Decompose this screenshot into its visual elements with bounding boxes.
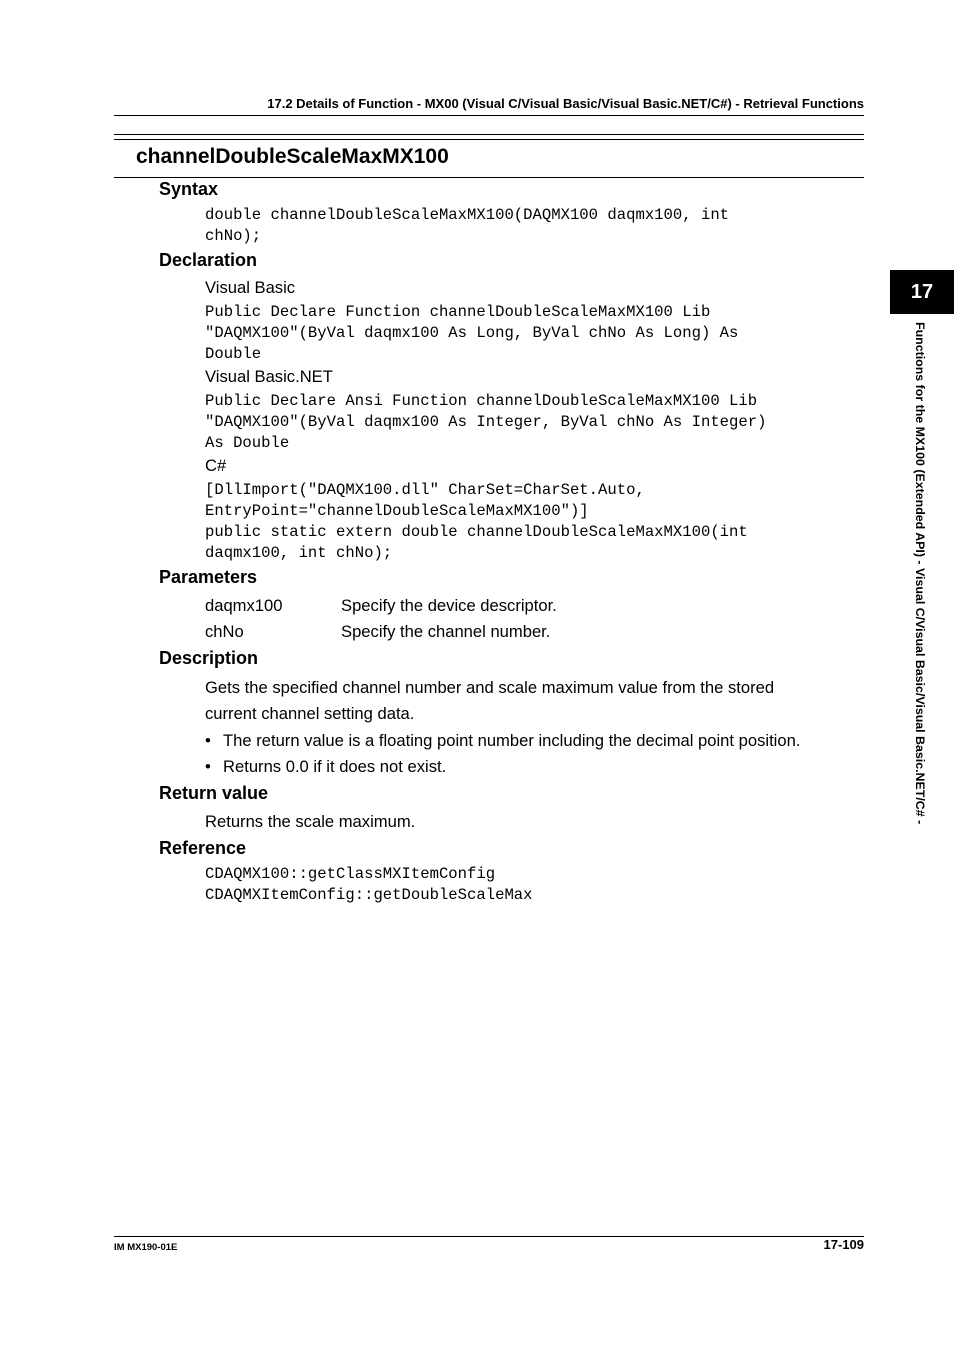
declaration-vbnet-line: "DAQMX100"(ByVal daqmx100 As Integer, ByVal chNo As Integer) — [205, 413, 767, 431]
bullet-marker: • — [205, 757, 211, 776]
section-title-return-value: Return value — [159, 783, 269, 803]
declaration-label-cs: C# — [205, 456, 227, 475]
function-title: channelDoubleScaleMaxMX100 — [136, 145, 449, 168]
description-text: Gets the specified channel number and scale maximum value from the stored — [205, 678, 775, 697]
bullet-marker: • — [205, 731, 211, 750]
parameter-name: daqmx100 — [205, 596, 283, 615]
section-title-description: Description — [159, 648, 259, 668]
section-title-declaration: Declaration — [159, 250, 258, 270]
declaration-label-vb: Visual Basic — [205, 278, 296, 297]
running-header: 17.2 Details of Function - MX00 (Visual C/Visual Basic/Visual Basic.NET/C#) - Retrieval Functions — [267, 96, 864, 111]
declaration-vbnet-line: Public Declare Ansi Function channelDoubleScaleMaxMX100 Lib — [205, 392, 758, 410]
declaration-cs-line: [DllImport("DAQMX100.dll" CharSet=CharSet.Auto, — [205, 481, 645, 499]
chapter-side-title: Functions for the MX100 (Extended API) - Visual C/Visual Basic/Visual Basic.NET/C# - — [913, 322, 927, 825]
footer-doc-id: IM MX190-01E — [114, 1242, 178, 1253]
parameter-name: chNo — [205, 622, 244, 641]
declaration-label-vbnet: Visual Basic.NET — [205, 367, 333, 386]
title-rule-top — [114, 134, 864, 135]
declaration-cs-line: EntryPoint="channelDoubleScaleMaxMX100")] — [205, 502, 589, 520]
parameter-description: Specify the device descriptor. — [341, 596, 557, 615]
declaration-vb-line: Public Declare Function channelDoubleScaleMaxMX100 Lib — [205, 303, 711, 321]
section-title-syntax: Syntax — [159, 179, 219, 199]
description-bullet — [205, 757, 446, 777]
title-rule-inner — [114, 139, 864, 140]
declaration-vb-line: Double — [205, 345, 262, 363]
reference-line: CDAQMXItemConfig::getDoubleScaleMax — [205, 886, 533, 904]
declaration-cs-line: daqmx100, int chNo); — [205, 544, 393, 562]
declaration-vbnet-line: As Double — [205, 434, 290, 452]
bullet-text: The return value is a floating point number including the decimal point position. — [223, 731, 801, 750]
footer-rule — [114, 1236, 864, 1237]
return-value-text: Returns the scale maximum. — [205, 812, 416, 831]
section-title-parameters: Parameters — [159, 567, 258, 587]
chapter-tab: 17 — [890, 270, 954, 314]
syntax-line: chNo); — [205, 227, 262, 245]
parameter-description: Specify the channel number. — [341, 622, 551, 641]
description-text: current channel setting data. — [205, 704, 415, 723]
declaration-cs-line: public static extern double channelDoubleScaleMaxMX100(int — [205, 523, 748, 541]
declaration-vb-line: "DAQMX100"(ByVal daqmx100 As Long, ByVal chNo As Long) As — [205, 324, 739, 342]
title-rule-bottom — [114, 177, 864, 178]
bullet-text: Returns 0.0 if it does not exist. — [223, 757, 447, 776]
section-title-reference: Reference — [159, 838, 247, 858]
header-rule — [114, 115, 864, 116]
reference-line: CDAQMX100::getClassMXItemConfig — [205, 865, 496, 883]
syntax-line: double channelDoubleScaleMaxMX100(DAQMX100 daqmx100, int — [205, 206, 730, 224]
footer-page-number: 17-109 — [823, 1237, 864, 1252]
description-bullet — [205, 731, 800, 751]
